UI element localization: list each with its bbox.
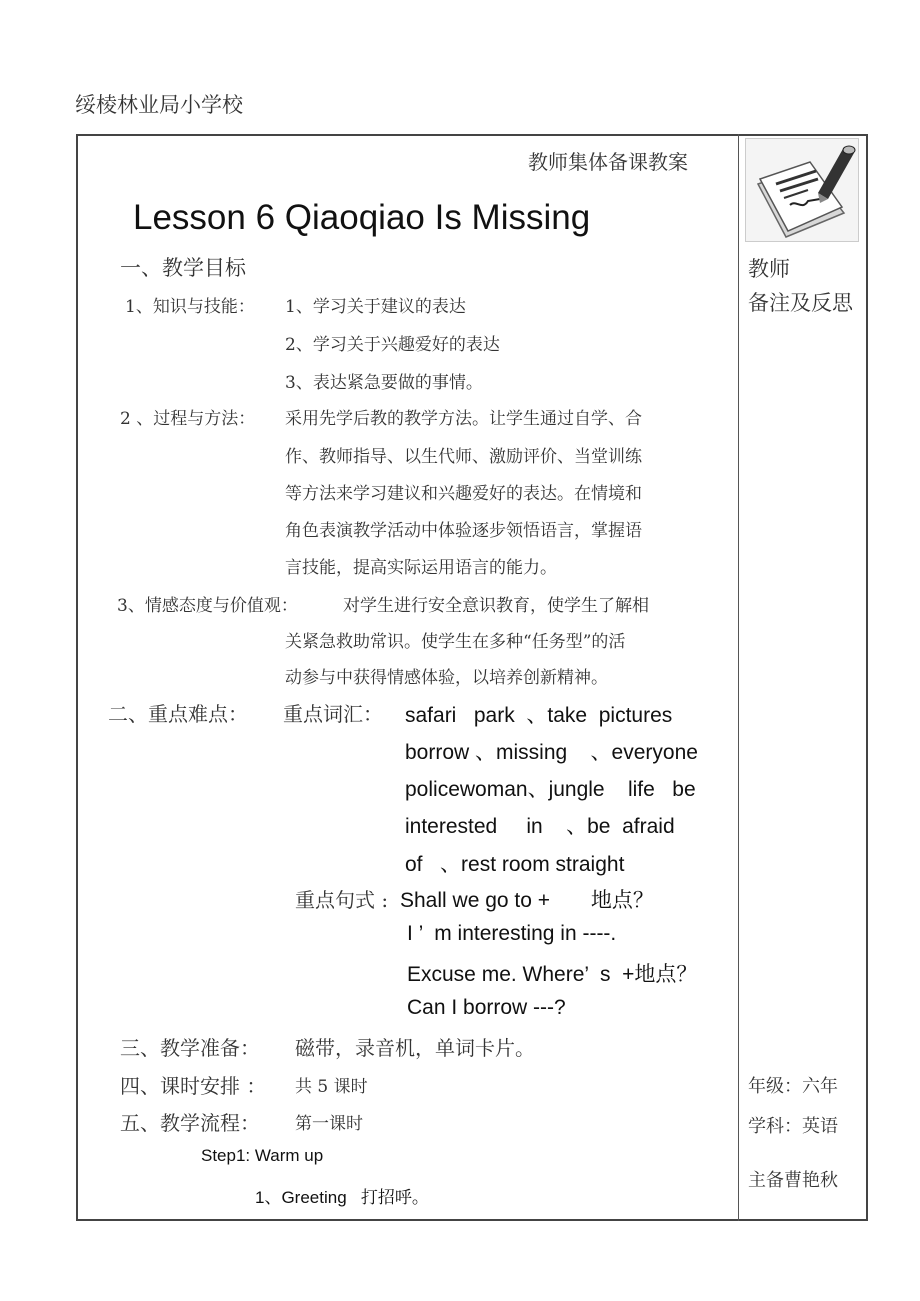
section-4-heading: 四、课时安排 ： (120, 1074, 267, 1098)
preparation-value: 磁带，录音机，单词卡片。 (295, 1036, 535, 1060)
emotion-line: 关紧急救助常识。使学生在多种“任务型”的活 (285, 632, 626, 652)
section-3-heading: 三、教学准备： (120, 1036, 260, 1060)
process-line: 采用先学后教的教学方法。让学生通过自学、合 (285, 409, 642, 429)
section-2-heading: 二、重点难点： (108, 702, 248, 726)
preparer: 主备曹艳秋 (748, 1170, 838, 1191)
emotion-line: 对学生进行安全意识教育，使学生了解相 (343, 596, 649, 616)
knowledge-item: 1、学习关于建议的表达 (285, 297, 466, 317)
section-1-heading: 一、教学目标 (120, 256, 246, 280)
column-divider (738, 134, 739, 1221)
vocab-label: 重点词汇： (283, 702, 383, 726)
sentence-label: 重点句式 : (295, 888, 389, 912)
vocab-line: interested in 、be afraid (405, 815, 675, 838)
teacher-notes-label: 教师 (748, 257, 790, 281)
step1-heading: Step1: Warm up (201, 1146, 324, 1165)
flow-value: 第一课时 (295, 1114, 363, 1134)
sentence-pattern: I ’ m interesting in ----. (407, 922, 617, 945)
vocab-line: policewoman、jungle life be (405, 778, 696, 801)
emotion-line: 动参与中获得情感体验，以培养创新精神。 (285, 668, 608, 688)
emotion-label: 3、情感态度与价值观： (117, 596, 298, 616)
schedule-value: 共 5 课时 (295, 1077, 368, 1097)
lesson-title: Lesson 6 Qiaoqiao Is Missing (133, 198, 591, 237)
process-line: 等方法来学习建议和兴趣爱好的表达。在情境和 (285, 484, 642, 504)
doc-type: 教师集体备课教案 (528, 150, 688, 174)
grade: 年级：六年 (748, 1076, 838, 1097)
subject: 学科：英语 (748, 1116, 838, 1137)
sentence-pattern: Excuse me. Where’ s +地点？ (407, 963, 698, 986)
teacher-notes-label: 备注及反思 (748, 291, 853, 315)
sentence-pattern: Can I borrow ---? (407, 996, 566, 1019)
process-label: 2 、过程与方法： (120, 409, 256, 429)
knowledge-item: 3、表达紧急要做的事情。 (285, 373, 483, 393)
notepad-pen-icon (745, 138, 859, 242)
process-line: 作、教师指导、以生代师、激励评价、当堂训练 (285, 447, 642, 467)
knowledge-item: 2、学习关于兴趣爱好的表达 (285, 335, 500, 355)
process-line: 角色表演教学活动中体验逐步领悟语言，掌握语 (285, 521, 642, 541)
process-line: 言技能，提高实际运用语言的能力。 (285, 558, 557, 578)
step1-item: 1、Greeting 打招呼。 (255, 1188, 429, 1207)
school-name: 绥棱林业局小学校 (75, 93, 243, 117)
vocab-line: of 、rest room straight (405, 853, 625, 876)
vocab-line: safari park 、take pictures (405, 704, 673, 727)
knowledge-label: 1、知识与技能： (125, 297, 255, 317)
section-5-heading: 五、教学流程： (120, 1111, 260, 1135)
sentence-pattern: Shall we go to + 地点？ (400, 889, 654, 912)
vocab-line: borrow 、missing 、everyone (405, 741, 698, 764)
